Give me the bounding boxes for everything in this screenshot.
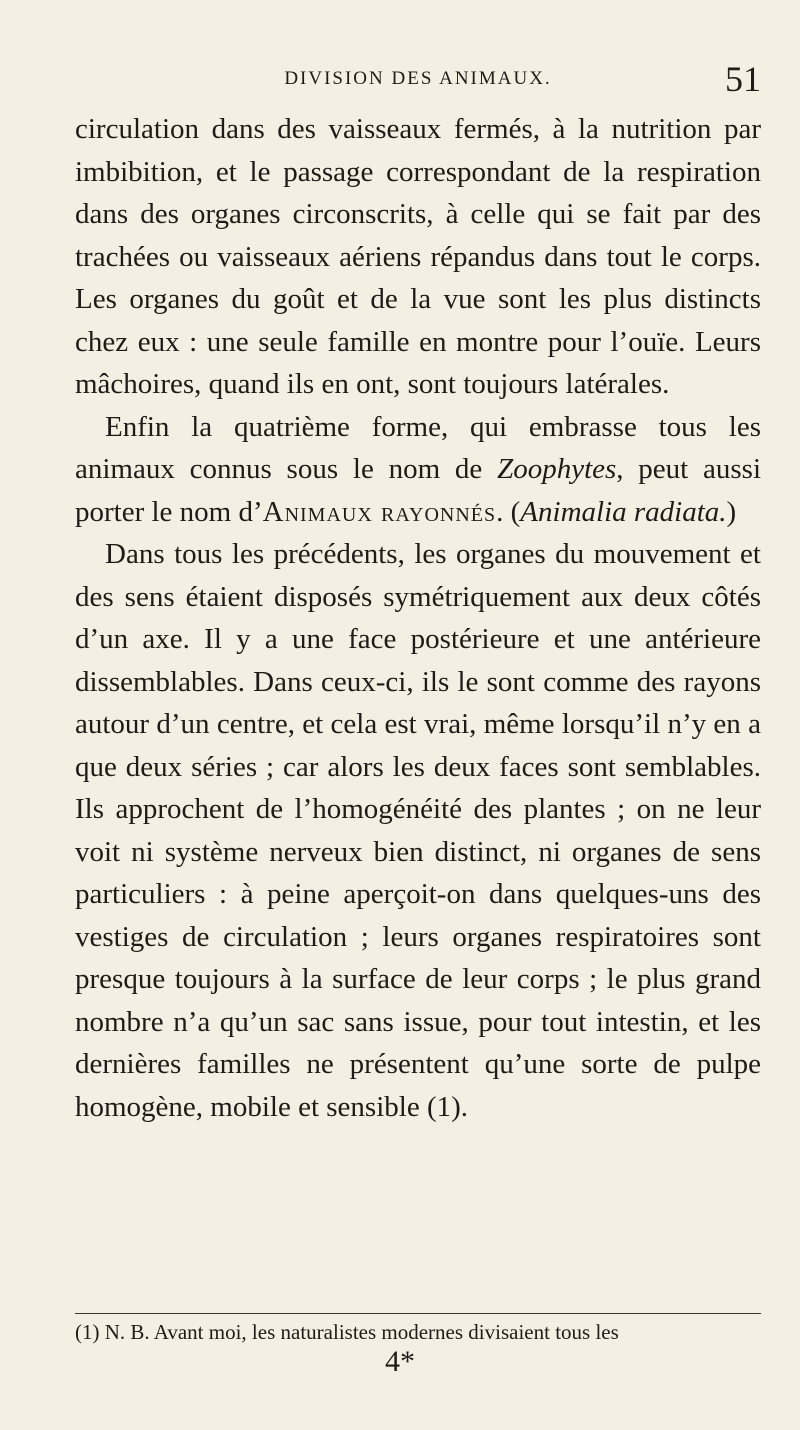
body-text: [75, 108, 761, 1128]
term-animaux-rayonnes: Animaux rayonnés: [262, 495, 497, 528]
paragraph-2-end: ): [726, 495, 737, 528]
paragraph-3: Dans tous les précédents, les organes du mouvement et des sens étaient disposés symétriquement aux deux côtés d’un axe. Il y a une face postérieure et une antérieure dissemblables. Dans ceux-ci, ils le sont comme des rayons autour d’un centre, et cela est vrai, même lorsqu’il n’y en a que deux séries ; car alors les deux faces sont semblables. Ils approchent de l’homogénéité des plantes ; on ne leur voit ni système nerveux bien distinct, ni organes de sens particuliers : à peine aperçoit-on dans quelques-uns des vestiges de circulation ; leurs organes respiratoires sont presque toujours à la surface de leur corps ; le plus grand nombre n’a qu’un sac sans issue, pour tout intestin, et les dernières familles ne présentent qu’une sorte de pulpe homogène, mobile et sensible (1).: [75, 538, 761, 1123]
term-animalia-radiata: Animalia radiata.: [520, 495, 727, 528]
term-zoophytes: Zoophytes: [497, 453, 617, 485]
running-head: DIVISION DES ANIMAUX.: [284, 68, 552, 89]
paragraph-2-mid: , peut aussi porter le nom d’: [75, 453, 761, 528]
page-number: 51: [725, 59, 761, 99]
paragraph-2: [75, 406, 761, 534]
paragraph-2-after-sc: . (: [496, 495, 521, 528]
paragraph-1: circulation dans des vaisseaux fermés, à la nutrition par imbibition, et le passage correspondant de la respiration dans des organes circonscrits, à celle qui se fait par des trachées ou vaisseaux aériens répandus dans tout le corps. Les organes du goût et de la vue sont les plus distincts chez eux : une seule famille en montre pour l’ouïe. Leurs mâchoires, quand ils en ont, sont toujours latérales.: [75, 113, 761, 400]
paragraph-2-start: Enfin la quatrième forme, qui embrasse tous les animaux connus sous le nom de: [75, 410, 761, 485]
footnote-divider: [75, 1313, 761, 1314]
page-header: [75, 58, 761, 104]
footnote: (1) N. B. Avant moi, les naturalistes modernes divisaient tous les: [75, 1320, 619, 1344]
signature-mark: 4*: [385, 1345, 415, 1378]
